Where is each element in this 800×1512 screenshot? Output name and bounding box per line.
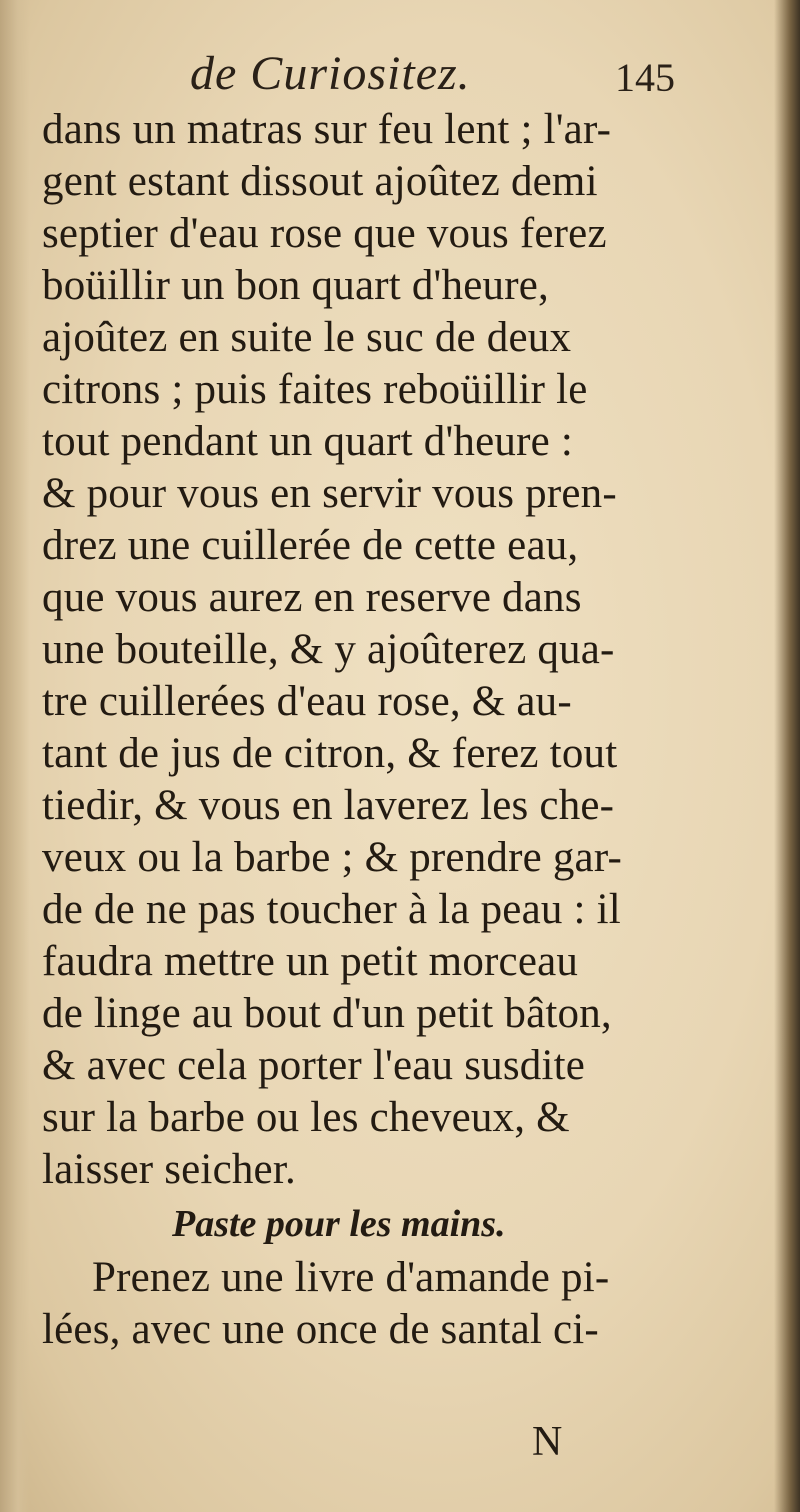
text-line: tiedir, & vous en laverez les che- xyxy=(42,782,615,829)
text-line: & pour vous en servir vous pren- xyxy=(42,470,617,517)
text-line: sur la barbe ou les cheveux, & xyxy=(42,1094,570,1141)
text-line: veux ou la barbe ; & prendre gar- xyxy=(42,834,623,881)
page-number: 145 xyxy=(615,55,675,100)
text-line: que vous aurez en reserve dans xyxy=(42,574,582,621)
text-line: laisser seicher. xyxy=(42,1146,296,1193)
recipe-title: Paste pour les mains. xyxy=(172,1203,506,1245)
text-line: boüillir un bon quart d'heure, xyxy=(42,262,549,309)
signature-mark: N xyxy=(532,1419,563,1465)
text-line: une bouteille, & y ajoûterez qua- xyxy=(42,626,615,673)
text-line: Prenez une livre d'amande pi- xyxy=(92,1254,610,1301)
page-gutter-shadow xyxy=(0,0,30,1512)
text-line: citrons ; puis faites reboüillir le xyxy=(42,366,588,413)
page-edge-shadow xyxy=(774,0,800,1512)
text-line: tant de jus de citron, & ferez tout xyxy=(42,730,618,777)
text-line: lées, avec une once de santal ci- xyxy=(42,1306,599,1353)
text-line: faudra mettre un petit morceau xyxy=(42,938,579,985)
text-line: septier d'eau rose que vous ferez xyxy=(42,210,607,257)
text-line: drez une cuillerée de cette eau, xyxy=(42,522,579,569)
running-title: de Curiositez. xyxy=(190,47,471,100)
text-line: ajoûtez en suite le suc de deux xyxy=(42,314,572,361)
text-line: de de ne pas toucher à la peau : il xyxy=(42,886,621,933)
text-line: dans un matras sur feu lent ; l'ar- xyxy=(42,106,612,153)
text-line: & avec cela porter l'eau susdite xyxy=(42,1042,586,1089)
text-line: gent estant dissout ajoûtez demi xyxy=(42,158,598,205)
body-text xyxy=(42,104,722,1356)
text-line: tout pendant un quart d'heure : xyxy=(42,418,573,465)
text-line: tre cuillerées d'eau rose, & au- xyxy=(42,678,572,725)
text-line: de linge au bout d'un petit bâton, xyxy=(42,990,612,1037)
page-header xyxy=(0,42,800,112)
